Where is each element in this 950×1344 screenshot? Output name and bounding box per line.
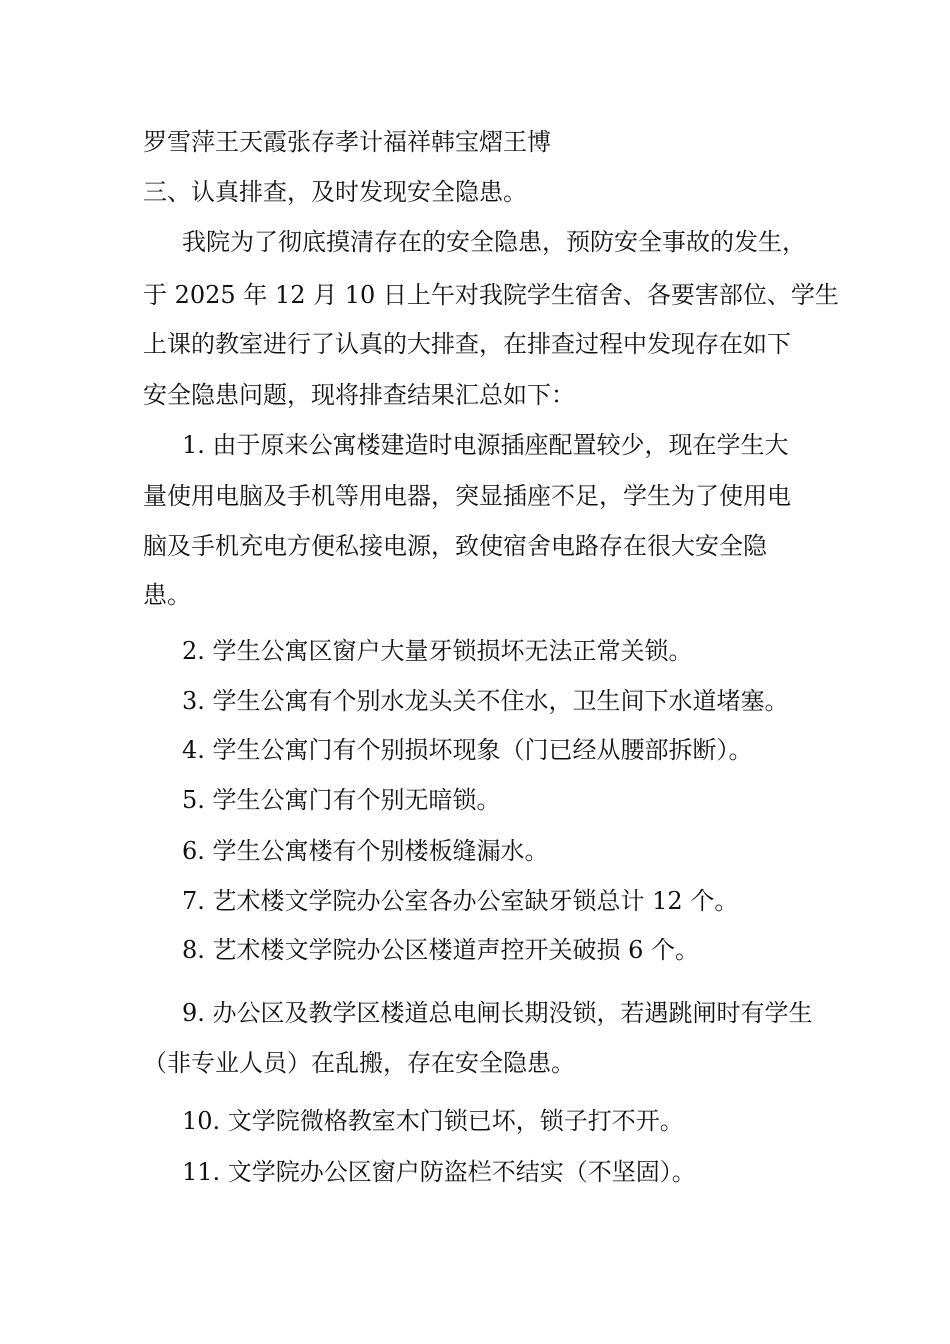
section-heading: 三、认真排查，及时发现安全隐患。 [143, 178, 527, 206]
issue-line: 脑及手机充电方便私接电源，致使宿舍电路存在很大安全隐 [143, 532, 767, 560]
intro-line: 于 2025 年 12 月 10 日上午对我院学生宿舍、各要害部位、学生 [143, 281, 839, 309]
intro-line: 上课的教室进行了认真的大排查，在排查过程中发现存在如下 [143, 330, 791, 358]
issue-line: 患。 [143, 581, 191, 609]
issue-item-2: 2. 学生公寓区窗户大量牙锁损坏无法正常关锁。 [182, 637, 693, 665]
names-line: 罗雪萍王天霞张存孝计福祥韩宝熠王博 [143, 128, 551, 156]
issue-item-4: 4. 学生公寓门有个别损坏现象（门已经从腰部拆断）。 [182, 736, 753, 764]
issue-item-11: 11. 文学院办公区窗户防盗栏不结实（不坚固）。 [182, 1158, 696, 1186]
intro-line: 安全隐患问题，现将排查结果汇总如下： [143, 381, 575, 409]
issue-line: 9. 办公区及教学区楼道总电闸长期没锁，若遇跳闸时有学生 [182, 999, 813, 1027]
intro-line: 我院为了彻底摸清存在的安全隐患，预防安全事故的发生， [182, 228, 806, 256]
issue-line: 1. 由于原来公寓楼建造时电源插座配置较少，现在学生大 [182, 431, 789, 459]
issue-item-3: 3. 学生公寓有个别水龙头关不住水，卫生间下水道堵塞。 [182, 687, 789, 715]
issue-line: 量使用电脑及手机等用电器，突显插座不足，学生为了使用电 [143, 482, 791, 510]
issue-item-5: 5. 学生公寓门有个别无暗锁。 [182, 786, 501, 814]
issue-item-6: 6. 学生公寓楼有个别楼板缝漏水。 [182, 837, 549, 865]
issue-item-10: 10. 文学院微格教室木门锁已坏，锁子打不开。 [182, 1107, 684, 1135]
issue-line: （非专业人员）在乱搬，存在安全隐患。 [143, 1049, 575, 1077]
issue-item-8: 8. 艺术楼文学院办公区楼道声控开关破损 6 个。 [182, 936, 700, 964]
issue-item-7: 7. 艺术楼文学院办公室各办公室缺牙锁总计 12 个。 [182, 887, 739, 915]
